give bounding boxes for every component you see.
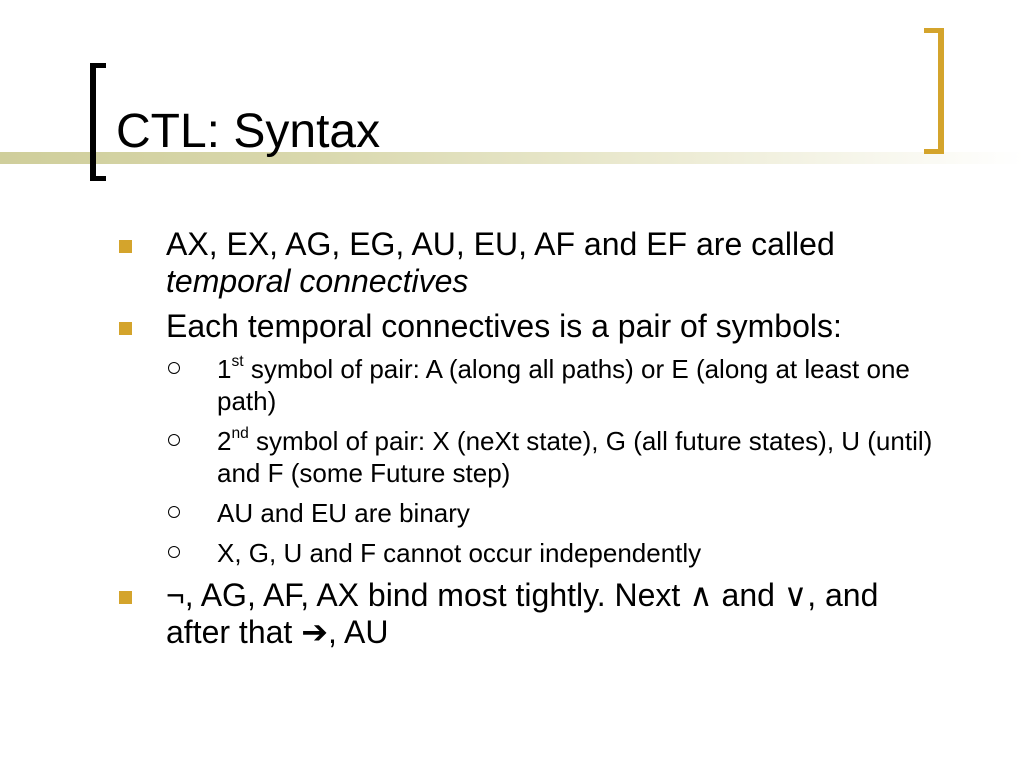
circle-bullet-icon bbox=[168, 362, 180, 374]
sub-bullet-number: 2 bbox=[217, 426, 232, 456]
sub-bullet-item-binary bbox=[0, 497, 1024, 529]
sub-bullet-superscript: nd bbox=[231, 425, 249, 443]
bullet-text: AX, EX, AG, EG, AU, EU, AF and EF are called bbox=[166, 226, 835, 262]
circle-bullet-icon bbox=[168, 434, 180, 446]
circle-bullet-icon bbox=[168, 506, 180, 518]
sub-bullet-text: X, G, U and F cannot occur independently bbox=[217, 538, 702, 568]
square-bullet-icon bbox=[119, 240, 132, 253]
sub-bullet-text: symbol of pair: X (neXt state), G (all future states), U (until) and F (some Future step) bbox=[217, 426, 933, 488]
sub-bullet-text: symbol of pair: A (along all paths) or E (along at least one path) bbox=[217, 354, 910, 416]
bullet-item-temporal-connectives bbox=[0, 226, 1024, 300]
left-bracket-decoration bbox=[90, 63, 106, 181]
sub-bullet-item-second-symbol bbox=[0, 425, 1024, 489]
sub-bullet-number: 1 bbox=[217, 354, 232, 384]
bullet-text: Each temporal connectives is a pair of symbols: bbox=[166, 308, 842, 344]
sub-bullet-item-first-symbol bbox=[0, 353, 1024, 417]
sub-bullet-superscript: st bbox=[231, 353, 244, 371]
slide-body bbox=[0, 226, 1024, 659]
bullet-italic-text: temporal connectives bbox=[166, 263, 469, 299]
square-bullet-icon bbox=[119, 322, 132, 335]
right-bracket-decoration bbox=[924, 28, 944, 154]
circle-bullet-icon bbox=[168, 546, 180, 558]
sub-bullet-item-independence bbox=[0, 537, 1024, 569]
sub-bullet-list bbox=[0, 353, 1024, 569]
page-title: CTL: Syntax bbox=[116, 105, 381, 158]
bullet-item-precedence bbox=[0, 577, 1024, 651]
sub-bullet-text: AU and EU are binary bbox=[217, 498, 470, 528]
bullet-text: ¬, AG, AF, AX bind most tightly. Next ∧ and ∨, and after that ➔, AU bbox=[166, 577, 879, 650]
square-bullet-icon bbox=[119, 591, 132, 604]
bullet-item-pair-of-symbols bbox=[0, 308, 1024, 345]
